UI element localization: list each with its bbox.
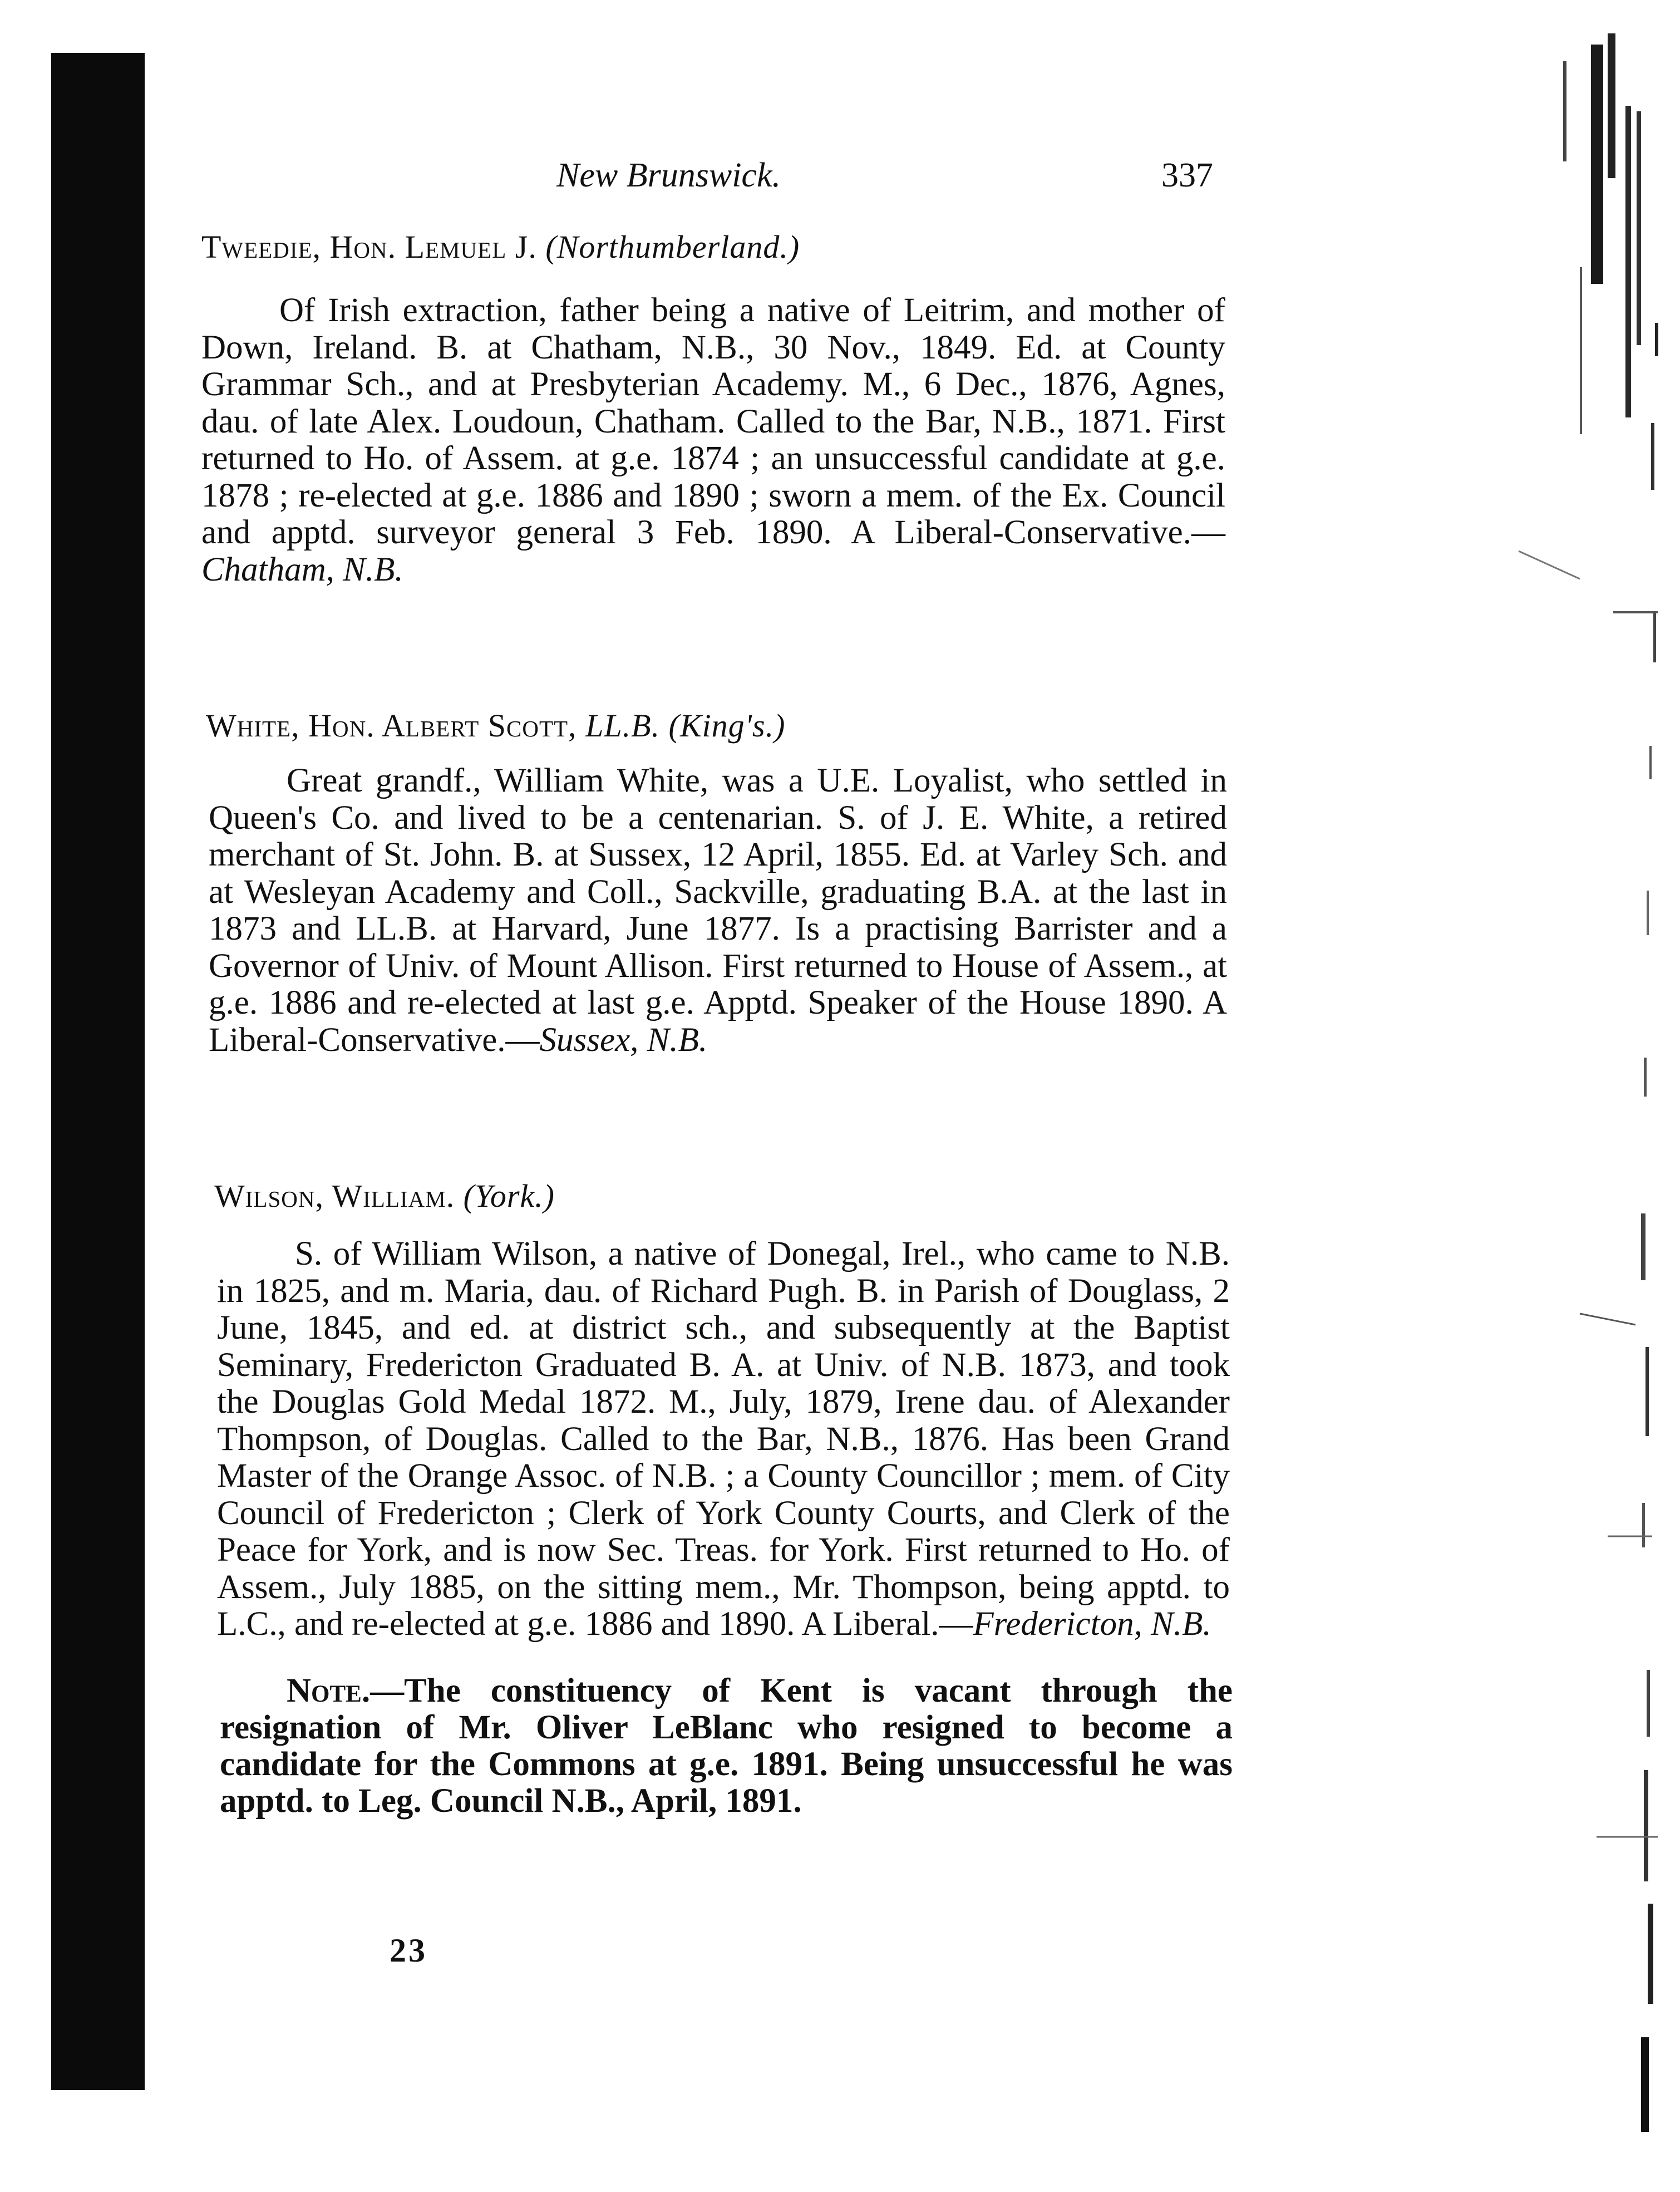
entry-biography bbox=[217, 1236, 1230, 1643]
running-title: New Brunswick. bbox=[556, 156, 781, 194]
entry-name: Tweedie, Hon. Lemuel J. bbox=[201, 229, 537, 265]
entry-biography bbox=[209, 763, 1227, 1059]
entry-constituency: (York.) bbox=[463, 1178, 555, 1214]
entry-constituency: (King's.) bbox=[668, 707, 786, 744]
editorial-note bbox=[220, 1673, 1233, 1820]
entry-biography bbox=[201, 292, 1225, 588]
printer-signature: 23 bbox=[390, 1932, 427, 1969]
note-text: —The constituency of Kent is vacant through the resignation of Mr. Oliver LeBlanc who resigned to become a candidate for the Commons at g.e. 1891. Being unsuccessful he was apptd. to Leg. Council N.B., April, 1891. bbox=[220, 1672, 1233, 1820]
entry-address: Chatham, N.B. bbox=[201, 551, 403, 588]
entry-heading bbox=[201, 228, 800, 266]
entry-name: White, Hon. Albert Scott, bbox=[206, 707, 577, 744]
entry-name: Wilson, William. bbox=[214, 1178, 455, 1214]
entry-text: Of Irish extraction, father being a native of Leitrim, and mother of Down, Ireland. B. at Chatham, N.B., 30 Nov., 1849. Ed. at County Grammar Sch., and at Presbyterian Academy. M., 6 Dec., 1876, Agnes, dau. of late Alex. Loudoun, Chatham. Called to the Bar, N.B., 1871. First returned to Ho. of Assem. at g.e. 1874 ; an unsuccessful candidate at g.e. 1878 ; re-elected at g.e. 1886 and 1890 ; sworn a mem. of the Ex. Council and apptd. surveyor general 3 Feb. 1890. A Liberal-Conservative.— bbox=[201, 292, 1225, 551]
entry-constituency: (Northumberland.) bbox=[545, 229, 800, 265]
entry-heading bbox=[214, 1177, 555, 1215]
entry-text: Great grandf., William White, was a U.E. Loyalist, who settled in Queen's Co. and lived to be a centenarian. S. of J. E. White, a retired merchant of St. John. B. at Sussex, 12 April, 1855. Ed. at Varley Sch. and at Wesleyan Academy and Coll., Sackville, graduating B.A. at the last in 1873 and LL.B. at Harvard, June 1877. Is a practising Barrister and a Governor of Univ. of Mount Allison. First returned to House of Assem., at g.e. 1886 and re-elected at last g.e. Apptd. Speaker of the House 1890. A Liberal-Conservative.— bbox=[209, 762, 1227, 1059]
entry-degree: LL.B. bbox=[585, 707, 661, 744]
entry-address: Sussex, N.B. bbox=[539, 1021, 708, 1059]
running-head bbox=[556, 156, 1213, 195]
note-label: Note. bbox=[287, 1672, 371, 1709]
entry-address: Fredericton, N.B. bbox=[973, 1605, 1211, 1643]
entry-text: S. of William Wilson, a native of Donegal, Irel., who came to N.B. in 1825, and m. Maria, dau. of Richard Pugh. B. in Parish of Douglass, 2 June, 1845, and ed. at district sch., and subsequently at the Baptist Seminary, Fredericton Graduated B. A. at Univ. of N.B. 1873, and took the Douglas Gold Medal 1872. M., July, 1879, Irene dau. of Alexander Thompson, of Douglas. Called to the Bar, N.B., 1876. Has been Grand Master of the Orange Assoc. of N.B. ; a County Councillor ; mem. of City Council of Fredericton ; Clerk of York County Courts, and Clerk of the Peace for York, and is now Sec. Treas. for York. First returned to Ho. of Assem., July 1885, on the sitting mem., Mr. Thompson, being apptd. to L.C., and re-elected at g.e. 1886 and 1890. A Liberal.— bbox=[217, 1235, 1230, 1643]
page-number: 337 bbox=[1161, 156, 1213, 194]
entry-heading bbox=[206, 707, 785, 744]
